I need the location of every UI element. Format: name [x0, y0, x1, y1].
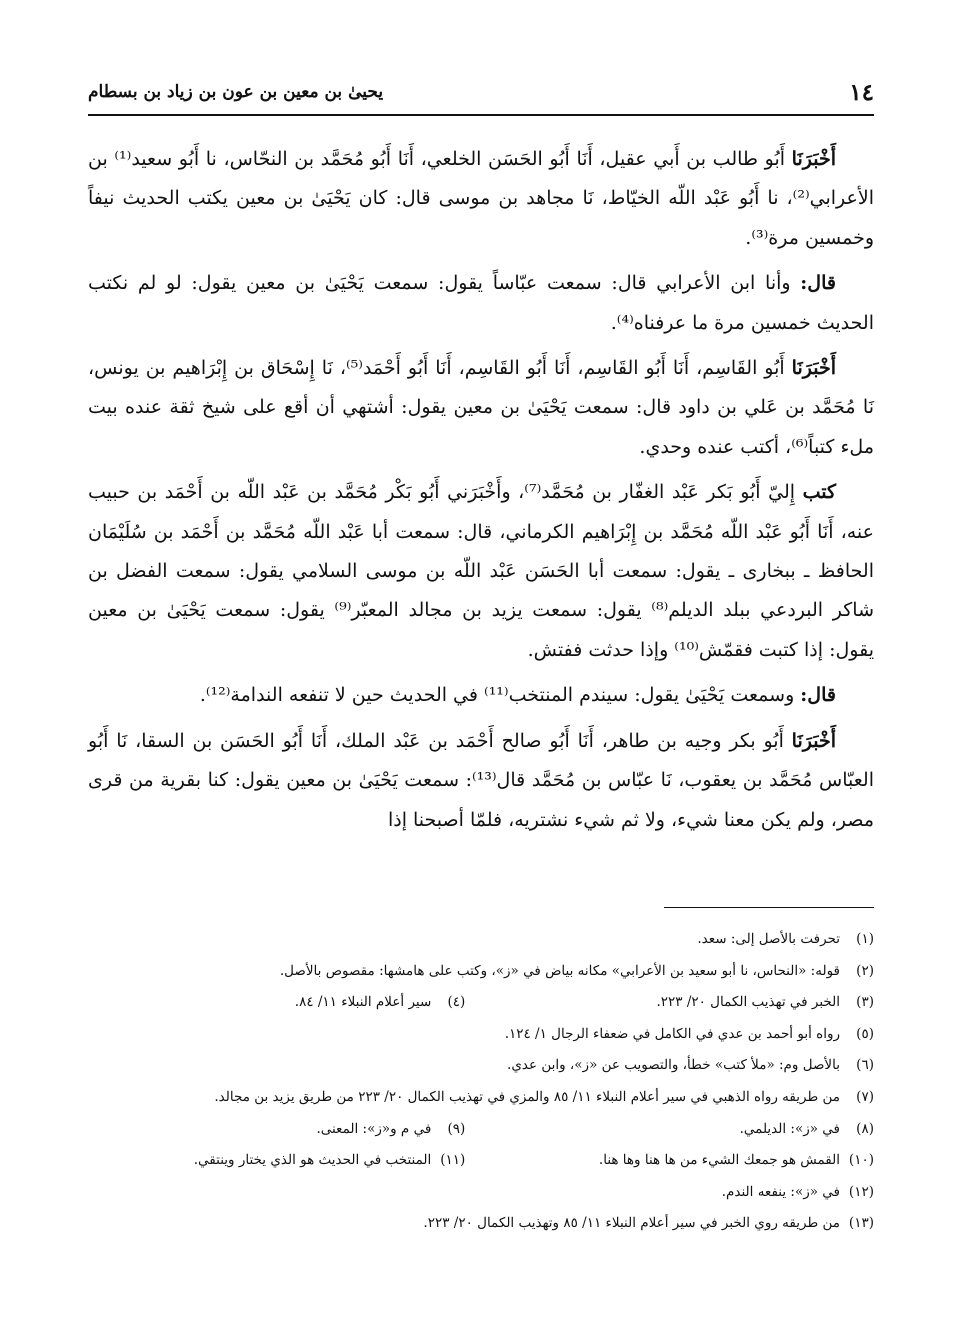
- paragraph-lead-word: كتب: [802, 481, 836, 504]
- footnote-number: (١٣): [848, 1215, 874, 1232]
- footnote-text: القمش هو جمعك الشيء من ها هنا وها هنا.: [598, 1152, 840, 1169]
- footnote-text: الخبر في تهذيب الكمال ٢٠/ ٢٢٣.: [656, 994, 840, 1011]
- footnote: [465, 987, 874, 1019]
- paragraph-lead-word: قال:: [800, 684, 836, 707]
- footnote-text: تحرفت بالأصل إلى: سعد.: [697, 931, 840, 947]
- footnote: [88, 1050, 874, 1082]
- footnote-separator: [664, 907, 874, 908]
- footnote: [88, 1145, 465, 1177]
- paragraph-lead-word: أَخْبَرَنَا: [791, 357, 836, 380]
- footnote-number: (١١): [440, 1152, 466, 1169]
- footnote: [465, 1114, 874, 1146]
- paragraph-text: أَبُو القَاسِم، أَنَا أَبُو القَاسِم، أَنَا أَبُو القَاسِم، أَنَا أَبُو أَحْمَد⁽⁵⁾، نَا إِسْحَاق بن إِبْرَاهيم بن يونس، نَا مُحَمَّد بن عَلي بن داود قال: سمعت يَحْيَىٰ بن معين يقول: أشتهي أن أقع على شيخ ثقة عنده بيت ملء كتباً⁽⁶⁾، أكتب عنده وحدي.: [88, 357, 874, 458]
- footnote: [88, 1114, 465, 1146]
- footnote-text: من طريقه رواه الذهبي في سير أعلام النبلاء ١١/ ٨٥ والمزي في تهذيب الكمال ٢٠/ ٢٢٣ من طريق يزيد بن مجالد.: [214, 1088, 840, 1105]
- footnote-number: (١٢): [848, 1183, 874, 1200]
- paragraph-lead-word: قال:: [800, 272, 836, 295]
- paragraph: [88, 473, 874, 670]
- footnote-text: في «ز»: ينفعه الندم.: [721, 1183, 840, 1200]
- header-rule: [88, 114, 874, 116]
- page-header: [88, 72, 874, 112]
- paragraph: [88, 349, 874, 467]
- running-title: يحيىٰ بن معين بن عون بن زياد بن بسطام: [88, 82, 384, 102]
- footnote-text: في م و«ز»: المعنى.: [316, 1120, 432, 1137]
- footnote: [88, 956, 874, 988]
- footnote-number: (٥): [856, 1025, 874, 1042]
- footnote: [88, 1177, 874, 1209]
- page-number: ١٤: [849, 78, 874, 106]
- footnote-text: في «ز»: الديلمي.: [739, 1120, 840, 1137]
- footnote-row: [88, 1114, 874, 1146]
- paragraph: [88, 722, 874, 840]
- footnote-number: (٦): [856, 1057, 874, 1074]
- footnote-text: رواه أبو أحمد بن عدي في الكامل في ضعفاء الرجال ١/ ١٢٤.: [504, 1025, 840, 1042]
- paragraph-text: إِليّ أَبُو بَكر عَبْد الغفّار بن مُحَمَّد⁽⁷⁾، وأَخْبَرَني أَبُو بَكْر مُحَمَّد بن عَبْد اللّه بن أَحْمَد بن حبيب عنه، أَنَا أَبُو عَبْد اللّه مُحَمَّد بن إِبْرَاهيم الكرماني، قال: سمعت أبا عَبْد اللّه مُحَمَّد بن أَحْمَد بن سُلَيْمَان الحافظ ـ ببخارى ـ يقول: سمعت أبا الحَسَن عَبْد اللّه بن موسى السلامي يقول: سمعت الفضل بن شاكر البردعي ببلد الديلم⁽⁸⁾ يقول: سمعت يزيد بن مجالد المعبّر⁽⁹⁾ يقول: سمعت يَحْيَىٰ بن معين يقول: إذا كتبت فقمّش⁽¹⁰⁾ وإذا حدثت ففتش.: [88, 481, 874, 661]
- footnote-text: بالأصل وم: «ملأ كتب» خطأ، والتصويب عن «ز»، وابن عدي.: [507, 1057, 840, 1074]
- footnote-number: (٢): [856, 962, 874, 979]
- footnote-number: (٤): [447, 994, 466, 1011]
- paragraph: [88, 676, 874, 715]
- paragraph-text: أَبُو طالب بن أَبي عقيل، أَنَا أَبُو الحَسَن الخلعي، أَنَا أَبُو مُحَمَّد بن النحّاس، نا أَبُو سعيد⁽¹⁾ بن الأعرابي⁽²⁾، نا أَبُو عَبْد اللّه الخيّاط، نَا مجاهد بن موسى قال: كان يَحْيَىٰ بن معين يكتب الحديث نيفاً وخمسين مرة⁽³⁾.: [88, 148, 874, 249]
- footnote-number: (٣): [856, 994, 874, 1011]
- footnote: [88, 1082, 874, 1114]
- paragraph: [88, 140, 874, 258]
- footnote-text: سير أعلام النبلاء ١١/ ٨٤.: [294, 994, 432, 1011]
- footnote: [88, 924, 874, 956]
- footnote-text: المنتخب في الحديث هو الذي يختار وينتقي.: [193, 1152, 432, 1169]
- paragraph-text: وسمعت يَحْيَىٰ يقول: سيندم المنتخب⁽¹¹⁾ في الحديث حين لا تنفعه الندامة⁽¹²⁾.: [199, 684, 801, 707]
- footnote-number: (٨): [856, 1120, 874, 1137]
- footnote-number: (١): [856, 931, 874, 947]
- paragraph: [88, 264, 874, 343]
- paragraph-lead-word: أَخْبَرَنَا: [791, 148, 836, 170]
- footnote-row: [88, 987, 874, 1019]
- footnote-row: [88, 1145, 874, 1177]
- footnote: [465, 1145, 874, 1177]
- footnote-text: من طريقه روي الخبر في سير أعلام النبلاء ١١/ ٨٥ وتهذيب الكمال ٢٠/ ٢٢٣.: [423, 1215, 840, 1232]
- footnote-number: (١٠): [848, 1152, 874, 1169]
- footnote-number: (٧): [856, 1088, 874, 1105]
- main-text: [88, 140, 874, 846]
- footnote-text: قوله: «النحاس، نا أبو سعيد بن الأعرابي» مكانه بياض في «ز»، وكتب على هامشها: مقصوص بالأصل.: [279, 962, 840, 979]
- footnote: [88, 1019, 874, 1051]
- footnote: [88, 987, 465, 1019]
- paragraph-lead-word: أَخْبَرَنَا: [791, 729, 836, 752]
- footnotes: [88, 924, 874, 1240]
- footnote: [88, 1208, 874, 1240]
- paragraph-text: أَبُو بكر وجيه بن طاهر، أَنَا أَبُو صالح أَحْمَد بن عَبْد الملك، أَنَا أَبُو الحَسَن بن السقا، نَا أَبُو العبّاس مُحَمَّد بن يعقوب، نَا عبّاس بن مُحَمَّد قال⁽¹³⁾: سمعت يَحْيَىٰ بن معين يقول: كنا بقرية من قرى مصر، ولم يكن معنا شيء، ولا ثم شيء نشتريه، فلمّا أصبحنا إذا: [88, 729, 874, 831]
- paragraph-text: وأنا ابن الأعرابي قال: سمعت عبّاساً يقول: سمعت يَحْيَىٰ بن معين يقول: لو لم نكتب الحديث خمسين مرة ما عرفناه⁽⁴⁾.: [88, 272, 874, 334]
- footnote-number: (٩): [447, 1120, 466, 1137]
